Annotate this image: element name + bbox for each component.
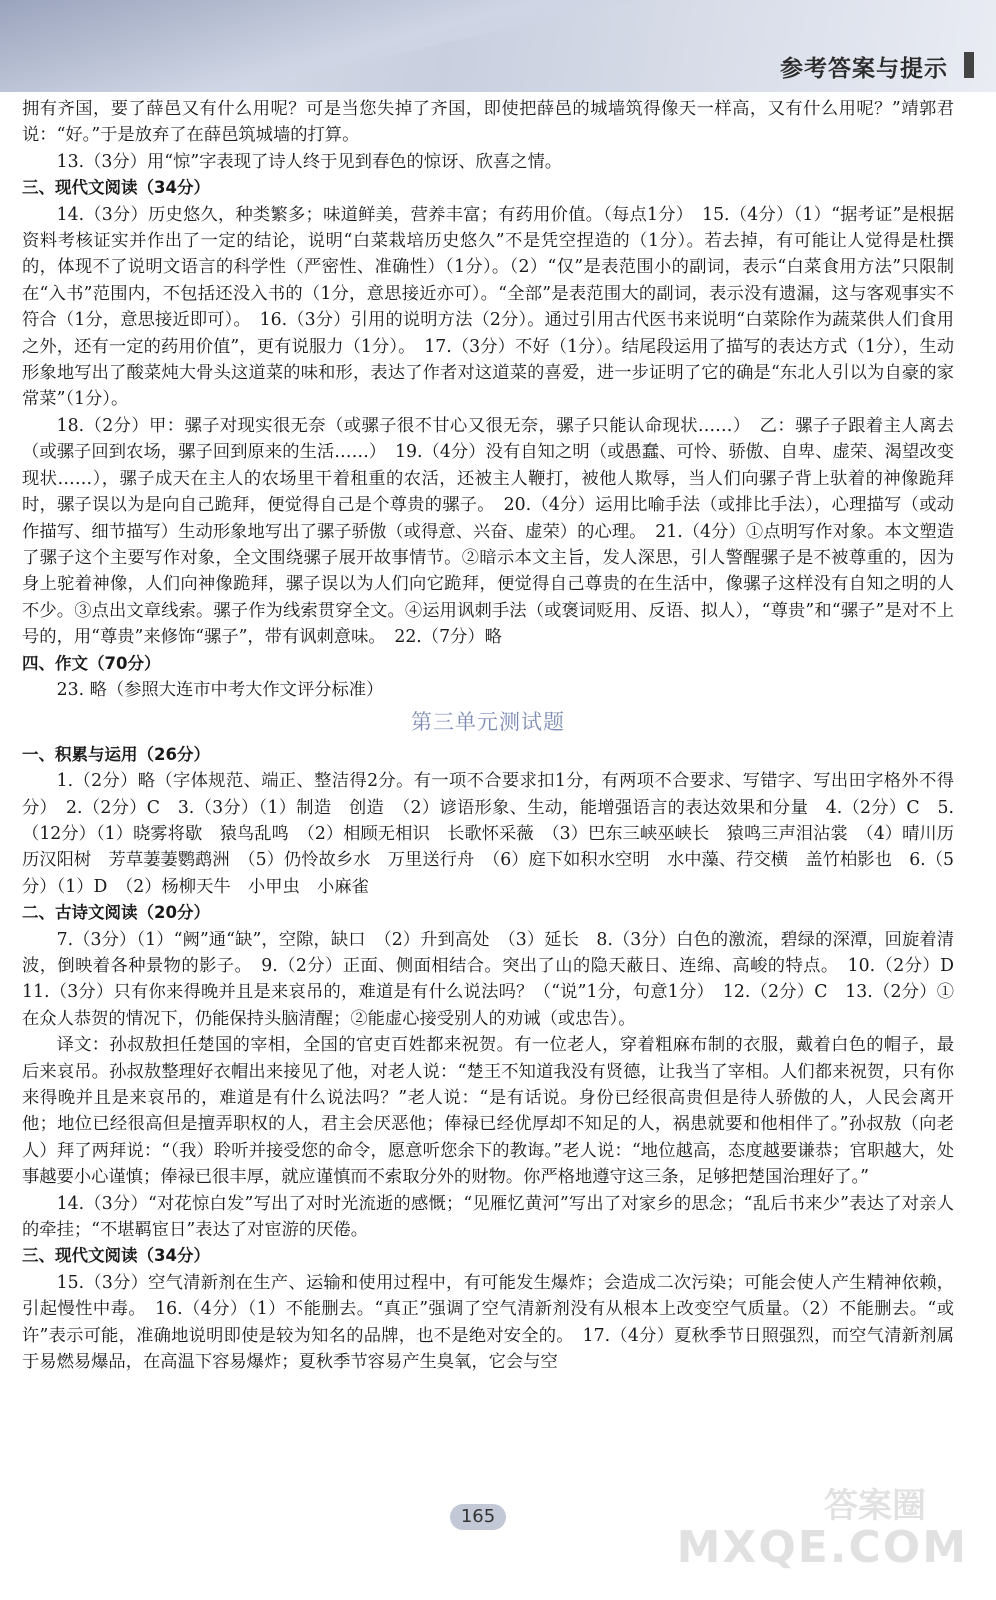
page-content — [22, 96, 972, 1376]
translation-paragraph: 译文：孙叔敖担任楚国的宰相，全国的官吏百姓都来祝贺。有一位老人，穿着粗麻布制的衣服，戴着白色的帽子，最后来哀吊。孙叔敖整理好衣帽出来接见了他，对老人说：“楚王不知道我没有贤德，让我当了宰相。人们都来祝贺，只有你来得晚并且是来哀吊的，难道是有什么说法吗？”老人说：“是有话说。身份已经很高贵但是待人骄傲的人，人民会离开他；地位已经很高但是擅弄职权的人，君主会厌恶他；俸禄已经优厚却不知足的人，祸患就要和他相伴了。”孙叔敖（向老人）拜了两拜说：“（我）聆听并接受您的命令，愿意听您余下的教诲。”老人说：“地位越高，态度越要谦恭；官职越大，处事越要小心谨慎；俸禄已很丰厚，就应谨慎而不索取分外的财物。你严格地遵守这三条，足够把楚国治理好了。” — [22, 1035, 954, 1188]
paragraph: 15.（3分）空气清新剂在生产、运输和使用过程中，有可能发生爆炸；会造成二次污染；可能会使人产生精神依赖，引起慢性中毒。 16.（4分）（1）不能删去。“真正”强调了空气清新剂没有从根本上改变空气质量。（2）不能删去。“或许”表示可能，准确地说明即使是较为知名的品牌，也不是绝对安全的。 17.（4分）夏秋季节日照强烈，而空气清新剂属于易燃易爆品，在高温下容易爆炸；夏秋季节容易产生臭氧，它会与空 — [22, 1272, 954, 1373]
paragraph: 14.（3分）“对花惊白发”写出了对时光流逝的感慨；“见雁忆黄河”写出了对家乡的思念；“乱后书来少”表达了对亲人的牵挂；“不堪羁宦日”表达了对宦游的厌倦。 — [22, 1193, 954, 1241]
section-heading: 一、积累与运用（26分） — [22, 744, 210, 764]
paragraph: 13.（3分）用“惊”字表现了诗人终于见到春色的惊讶、欣喜之情。 — [56, 151, 563, 172]
watermark-text: MXQE.COM — [676, 1522, 968, 1573]
paragraph: 拥有齐国，要了薛邑又有什么用呢？可是当您失掉了齐国，即使把薛邑的城墙筑得像天一样高，又有什么用呢？”靖郭君说：“好。”于是放弃了在薛邑筑城墙的打算。 — [22, 99, 954, 146]
page-number: 165 — [450, 1504, 506, 1530]
paragraph: 7.（3分）（1）“阙”通“缺”，空隙，缺口 （2）升到高处 （3）延长 8.（3分）白色的激流，碧绿的深潭，回旋着清波，倒映着各种景物的影子。 9.（2分）正面、侧面相结合。突出了山的隐天蔽日、连绵、高峻的特点。 10.（2分）D 11.（3分）只有你来得晚并且是来哀吊的，难道是有什么说法吗？（“说”1分，句意1分） 12.（2分）C 13.（2分）①在众人恭贺的情况下，仍能保持头脑清醒；②能虚心接受别人的劝诫（或忠告）。 — [22, 929, 972, 1029]
header-title: 参考答案与提示 — [780, 56, 948, 82]
section-heading: 三、现代文阅读（34分） — [22, 1246, 210, 1266]
section-heading: 四、作文（70分） — [22, 653, 161, 673]
paragraph: 14.（3分）历史悠久，种类繁多；味道鲜美，营养丰富；有药用价值。（每点1分） 15.（4分）（1）“据考证”是根据资料考核证实并作出了一定的结论，说明“白菜栽培历史悠久”不是凭空捏造的（1分）。若去掉，有可能让人觉得是杜撰的，体现不了说明文语言的科学性（严密性、准确性）（1分）。（2）“仅”是表范围小的副词，表示“白菜食用方法”只限制在“入书”范围内，不包括还没入书的（1分，意思接近亦可）。“全部”是表范围大的副词，表示没有遗漏，这与客观事实不符合（1分，意思接近即可）。 16.（3分）引用的说明方法（2分）。通过引用古代医书来说明“白菜除作为蔬菜供人们食用之外，还有一定的药用价值”，更有说服力（1分）。 17.（3分）不好（1分）。结尾段运用了描写的表达方式（1分），生动形象地写出了酸菜炖大骨头这道菜的味和形，表达了作者对这道菜的喜爱，进一步证明了它的确是“东北人引以为自豪的家常菜”（1分）。 — [22, 204, 954, 410]
watermark-logo: 答案圈 — [824, 1486, 926, 1526]
paragraph: 1.（2分）略（字体规范、端正、整洁得2分。有一项不合要求扣1分，有两项不合要求、写错字、写出田字格外不得分） 2.（2分）C 3.（3分）（1）制造 创造 （2）谚语形象、生动，能增强语言的表达效果和分量 4.（2分）C 5.（12分）（1）晓雾将歇 猿鸟乱鸣 （2）相顾无相识 长歌怀采薇 （3）巴东三峡巫峡长 猿鸣三声泪沾裳 （4）晴川历历汉阳树 芳草萋萋鹦鹉洲 （5）仍怜故乡水 万里送行舟 （6）庭下如积水空明 水中藻、荇交横 盖竹柏影也 6.（5分）（1）D （2）杨柳天牛 小甲虫 小麻雀 — [22, 771, 954, 897]
section-heading: 三、现代文阅读（34分） — [22, 178, 210, 198]
paragraph: 23. 略（参照大连市中考大作文评分标准） — [56, 679, 384, 700]
paragraph: 18.（2分）甲：骡子对现实很无奈（或骡子很不甘心又很无奈，骡子只能认命现状……） 乙：骡子子跟着主人离去（或骡子回到农场，骡子回到原来的生活……） 19.（4分）没有自知之明（或愚蠢、可怜、骄傲、自卑、虚荣、渴望改变现状……），骡子成天在主人的农场里干着租重的农活，还被主人鞭打，被他人欺辱，当人们向骡子背上驮着的神像跪拜时，骡子误以为是向自己跪拜，便觉得自己是个尊贵的骡子。 20.（4分）运用比喻手法（或排比手法），心理描写（或动作描写、细节描写）生动形象地写出了骡子骄傲（或得意、兴奋、虚荣）的心理。 21.（4分）①点明写作对象。本文塑造了骡子这个主要写作对象，全文围绕骡子展开故事情节。②暗示本文主旨，发人深思，引人警醒骡子是不被尊重的，因为身上驼着神像，人们向神像跪拜，骡子误以为人们向它跪拜，便觉得自己尊贵的在生活中，像骡子这样没有自知之明的人不少。③点出文章线索。骡子作为线索贯穿全文。④运用讽刺手法（或褒词贬用、反语、拟人），“尊贵”和“骡子”是对不上号的，用“尊贵”来修饰“骡子”，带有讽刺意味。 22.（7分）略 — [22, 415, 954, 648]
header-bar-mark — [964, 52, 974, 78]
section-heading: 二、古诗文阅读（20分） — [22, 903, 210, 923]
unit-title: 第三单元测试题 — [411, 710, 565, 735]
